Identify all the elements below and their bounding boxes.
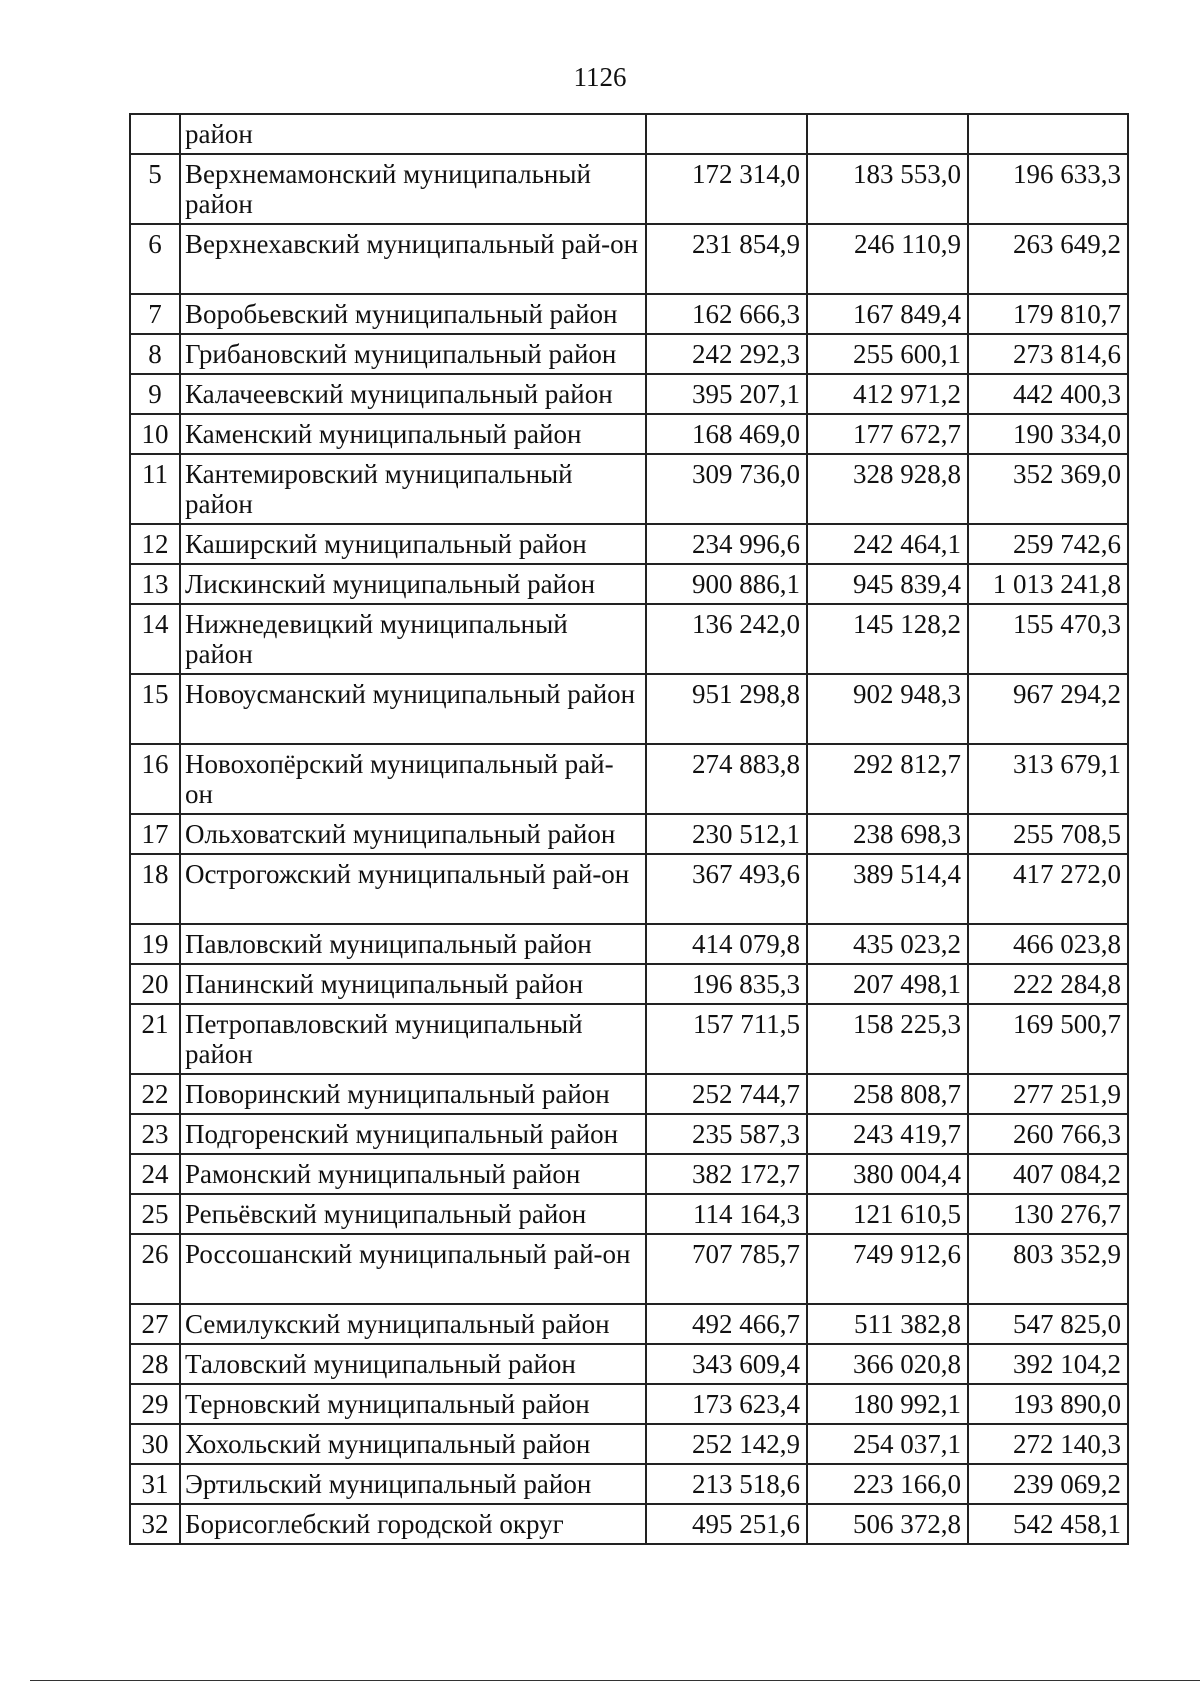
- district-name-cell: Эртильский муниципальный район: [180, 1464, 646, 1504]
- table-row: [130, 1384, 1128, 1424]
- table-body: [130, 114, 1128, 1544]
- table-row: [130, 1234, 1128, 1304]
- value-col2-cell: 246 110,9: [807, 224, 968, 294]
- table-row: [130, 154, 1128, 224]
- district-name-cell: Подгоренский муниципальный район: [180, 1114, 646, 1154]
- table-row: [130, 1194, 1128, 1234]
- table-row: [130, 1004, 1128, 1074]
- value-col3-cell: 417 272,0: [968, 854, 1128, 924]
- value-col2-cell: 254 037,1: [807, 1424, 968, 1464]
- table-row: [130, 1074, 1128, 1114]
- value-col3-cell: 967 294,2: [968, 674, 1128, 744]
- table-row: [130, 1504, 1128, 1544]
- value-col1-cell: 252 744,7: [646, 1074, 807, 1114]
- table-row: [130, 524, 1128, 564]
- value-col3-cell: 803 352,9: [968, 1234, 1128, 1304]
- row-number-cell: 16: [130, 744, 180, 814]
- district-name-cell: Калачеевский муниципальный район: [180, 374, 646, 414]
- value-col3-cell: 239 069,2: [968, 1464, 1128, 1504]
- district-name-cell: Новохопёрский муниципальный рай-он: [180, 744, 646, 814]
- table-row: [130, 814, 1128, 854]
- value-col2-cell: 412 971,2: [807, 374, 968, 414]
- row-number-cell: [130, 114, 180, 154]
- value-col3-cell: 130 276,7: [968, 1194, 1128, 1234]
- table-row: [130, 114, 1128, 154]
- row-number-cell: 26: [130, 1234, 180, 1304]
- table-row: [130, 854, 1128, 924]
- row-number-cell: 31: [130, 1464, 180, 1504]
- value-col1-cell: 900 886,1: [646, 564, 807, 604]
- value-col3-cell: 542 458,1: [968, 1504, 1128, 1544]
- district-name-cell: Воробьевский муниципальный район: [180, 294, 646, 334]
- row-number-cell: 28: [130, 1344, 180, 1384]
- value-col2-cell: 435 023,2: [807, 924, 968, 964]
- value-col2-cell: 223 166,0: [807, 1464, 968, 1504]
- value-col1-cell: 162 666,3: [646, 294, 807, 334]
- table-row: [130, 964, 1128, 1004]
- value-col3-cell: 169 500,7: [968, 1004, 1128, 1074]
- district-name-cell: Нижнедевицкий муниципальный район: [180, 604, 646, 674]
- row-number-cell: 14: [130, 604, 180, 674]
- district-name-cell: Павловский муниципальный район: [180, 924, 646, 964]
- district-name-cell: Терновский муниципальный район: [180, 1384, 646, 1424]
- value-col2-cell: 207 498,1: [807, 964, 968, 1004]
- value-col1-cell: 382 172,7: [646, 1154, 807, 1194]
- row-number-cell: 15: [130, 674, 180, 744]
- value-col1-cell: 213 518,6: [646, 1464, 807, 1504]
- value-col1-cell: 234 996,6: [646, 524, 807, 564]
- value-col1-cell: 230 512,1: [646, 814, 807, 854]
- value-col2-cell: 183 553,0: [807, 154, 968, 224]
- page-number: 1126: [573, 62, 627, 92]
- row-number-cell: 18: [130, 854, 180, 924]
- value-col3-cell: 263 649,2: [968, 224, 1128, 294]
- row-number-cell: 25: [130, 1194, 180, 1234]
- row-number-cell: 17: [130, 814, 180, 854]
- value-col1-cell: 395 207,1: [646, 374, 807, 414]
- value-col1-cell: 168 469,0: [646, 414, 807, 454]
- value-col1-cell: 495 251,6: [646, 1504, 807, 1544]
- value-col3-cell: 190 334,0: [968, 414, 1128, 454]
- table-row: [130, 564, 1128, 604]
- district-name-cell: Лискинский муниципальный район: [180, 564, 646, 604]
- district-name-cell: Ольховатский муниципальный район: [180, 814, 646, 854]
- value-col1-cell: [646, 114, 807, 154]
- table-row: [130, 454, 1128, 524]
- row-number-cell: 29: [130, 1384, 180, 1424]
- row-number-cell: 21: [130, 1004, 180, 1074]
- row-number-cell: 12: [130, 524, 180, 564]
- district-name-cell: Новоусманский муниципальный район: [180, 674, 646, 744]
- table-row: [130, 924, 1128, 964]
- table-row: [130, 414, 1128, 454]
- table-row: [130, 1114, 1128, 1154]
- district-name-cell: Петропавловский муниципальный район: [180, 1004, 646, 1074]
- value-col1-cell: 343 609,4: [646, 1344, 807, 1384]
- table-row: [130, 224, 1128, 294]
- table-row: [130, 744, 1128, 814]
- value-col1-cell: 242 292,3: [646, 334, 807, 374]
- value-col2-cell: 366 020,8: [807, 1344, 968, 1384]
- value-col3-cell: 272 140,3: [968, 1424, 1128, 1464]
- value-col3-cell: 193 890,0: [968, 1384, 1128, 1424]
- value-col2-cell: 167 849,4: [807, 294, 968, 334]
- value-col1-cell: 309 736,0: [646, 454, 807, 524]
- value-col3-cell: 259 742,6: [968, 524, 1128, 564]
- value-col1-cell: 172 314,0: [646, 154, 807, 224]
- value-col1-cell: 414 079,8: [646, 924, 807, 964]
- value-col3-cell: 547 825,0: [968, 1304, 1128, 1344]
- district-name-cell: Грибановский муниципальный район: [180, 334, 646, 374]
- table-row: [130, 674, 1128, 744]
- value-col3-cell: 407 084,2: [968, 1154, 1128, 1194]
- district-name-cell: Острогожский муниципальный рай-он: [180, 854, 646, 924]
- value-col2-cell: 945 839,4: [807, 564, 968, 604]
- row-number-cell: 10: [130, 414, 180, 454]
- table-row: [130, 374, 1128, 414]
- value-col3-cell: 277 251,9: [968, 1074, 1128, 1114]
- table-row: [130, 294, 1128, 334]
- row-number-cell: 32: [130, 1504, 180, 1544]
- value-col2-cell: 238 698,3: [807, 814, 968, 854]
- value-col2-cell: 292 812,7: [807, 744, 968, 814]
- row-number-cell: 7: [130, 294, 180, 334]
- district-name-cell: Каменский муниципальный район: [180, 414, 646, 454]
- budget-table: [129, 113, 1129, 1545]
- district-name-cell: Верхнехавский муниципальный рай-он: [180, 224, 646, 294]
- row-number-cell: 22: [130, 1074, 180, 1114]
- value-col3-cell: 392 104,2: [968, 1344, 1128, 1384]
- value-col2-cell: 180 992,1: [807, 1384, 968, 1424]
- value-col1-cell: 951 298,8: [646, 674, 807, 744]
- value-col2-cell: 511 382,8: [807, 1304, 968, 1344]
- district-name-cell: Борисоглебский городской округ: [180, 1504, 646, 1544]
- district-name-cell: Панинский муниципальный район: [180, 964, 646, 1004]
- value-col1-cell: 274 883,8: [646, 744, 807, 814]
- value-col1-cell: 252 142,9: [646, 1424, 807, 1464]
- table-row: [130, 334, 1128, 374]
- table-row: [130, 1154, 1128, 1194]
- district-name-cell: Поворинский муниципальный район: [180, 1074, 646, 1114]
- value-col3-cell: 155 470,3: [968, 604, 1128, 674]
- value-col3-cell: 273 814,6: [968, 334, 1128, 374]
- value-col2-cell: 328 928,8: [807, 454, 968, 524]
- value-col2-cell: 242 464,1: [807, 524, 968, 564]
- district-name-cell: Каширский муниципальный район: [180, 524, 646, 564]
- district-name-cell: Рамонский муниципальный район: [180, 1154, 646, 1194]
- value-col2-cell: 255 600,1: [807, 334, 968, 374]
- value-col2-cell: 258 808,7: [807, 1074, 968, 1114]
- row-number-cell: 11: [130, 454, 180, 524]
- value-col3-cell: 352 369,0: [968, 454, 1128, 524]
- value-col3-cell: 466 023,8: [968, 924, 1128, 964]
- table-row: [130, 1424, 1128, 1464]
- district-name-cell: район: [180, 114, 646, 154]
- value-col2-cell: [807, 114, 968, 154]
- row-number-cell: 27: [130, 1304, 180, 1344]
- value-col2-cell: 177 672,7: [807, 414, 968, 454]
- row-number-cell: 23: [130, 1114, 180, 1154]
- value-col1-cell: 114 164,3: [646, 1194, 807, 1234]
- row-number-cell: 9: [130, 374, 180, 414]
- value-col3-cell: 1 013 241,8: [968, 564, 1128, 604]
- value-col1-cell: 707 785,7: [646, 1234, 807, 1304]
- row-number-cell: 19: [130, 924, 180, 964]
- value-col2-cell: 243 419,7: [807, 1114, 968, 1154]
- value-col3-cell: 313 679,1: [968, 744, 1128, 814]
- value-col2-cell: 902 948,3: [807, 674, 968, 744]
- value-col1-cell: 157 711,5: [646, 1004, 807, 1074]
- district-name-cell: Верхнемамонский муниципальный район: [180, 154, 646, 224]
- value-col3-cell: 260 766,3: [968, 1114, 1128, 1154]
- value-col3-cell: 255 708,5: [968, 814, 1128, 854]
- value-col1-cell: 367 493,6: [646, 854, 807, 924]
- value-col2-cell: 506 372,8: [807, 1504, 968, 1544]
- value-col1-cell: 196 835,3: [646, 964, 807, 1004]
- value-col3-cell: 222 284,8: [968, 964, 1128, 1004]
- value-col2-cell: 389 514,4: [807, 854, 968, 924]
- row-number-cell: 20: [130, 964, 180, 1004]
- row-number-cell: 6: [130, 224, 180, 294]
- value-col1-cell: 492 466,7: [646, 1304, 807, 1344]
- footer-rule: [30, 1680, 1200, 1681]
- value-col3-cell: 442 400,3: [968, 374, 1128, 414]
- value-col3-cell: 179 810,7: [968, 294, 1128, 334]
- value-col1-cell: 136 242,0: [646, 604, 807, 674]
- district-name-cell: Таловский муниципальный район: [180, 1344, 646, 1384]
- value-col2-cell: 145 128,2: [807, 604, 968, 674]
- table-row: [130, 1304, 1128, 1344]
- table-row: [130, 1464, 1128, 1504]
- row-number-cell: 13: [130, 564, 180, 604]
- district-name-cell: Кантемировский муниципальный район: [180, 454, 646, 524]
- value-col2-cell: 158 225,3: [807, 1004, 968, 1074]
- value-col1-cell: 173 623,4: [646, 1384, 807, 1424]
- value-col2-cell: 749 912,6: [807, 1234, 968, 1304]
- value-col3-cell: 196 633,3: [968, 154, 1128, 224]
- value-col2-cell: 121 610,5: [807, 1194, 968, 1234]
- district-name-cell: Россошанский муниципальный рай-он: [180, 1234, 646, 1304]
- row-number-cell: 30: [130, 1424, 180, 1464]
- value-col3-cell: [968, 114, 1128, 154]
- district-name-cell: Семилукский муниципальный район: [180, 1304, 646, 1344]
- value-col1-cell: 231 854,9: [646, 224, 807, 294]
- row-number-cell: 24: [130, 1154, 180, 1194]
- row-number-cell: 5: [130, 154, 180, 224]
- value-col1-cell: 235 587,3: [646, 1114, 807, 1154]
- row-number-cell: 8: [130, 334, 180, 374]
- district-name-cell: Хохольский муниципальный район: [180, 1424, 646, 1464]
- table-row: [130, 604, 1128, 674]
- table-row: [130, 1344, 1128, 1384]
- value-col2-cell: 380 004,4: [807, 1154, 968, 1194]
- district-name-cell: Репьёвский муниципальный район: [180, 1194, 646, 1234]
